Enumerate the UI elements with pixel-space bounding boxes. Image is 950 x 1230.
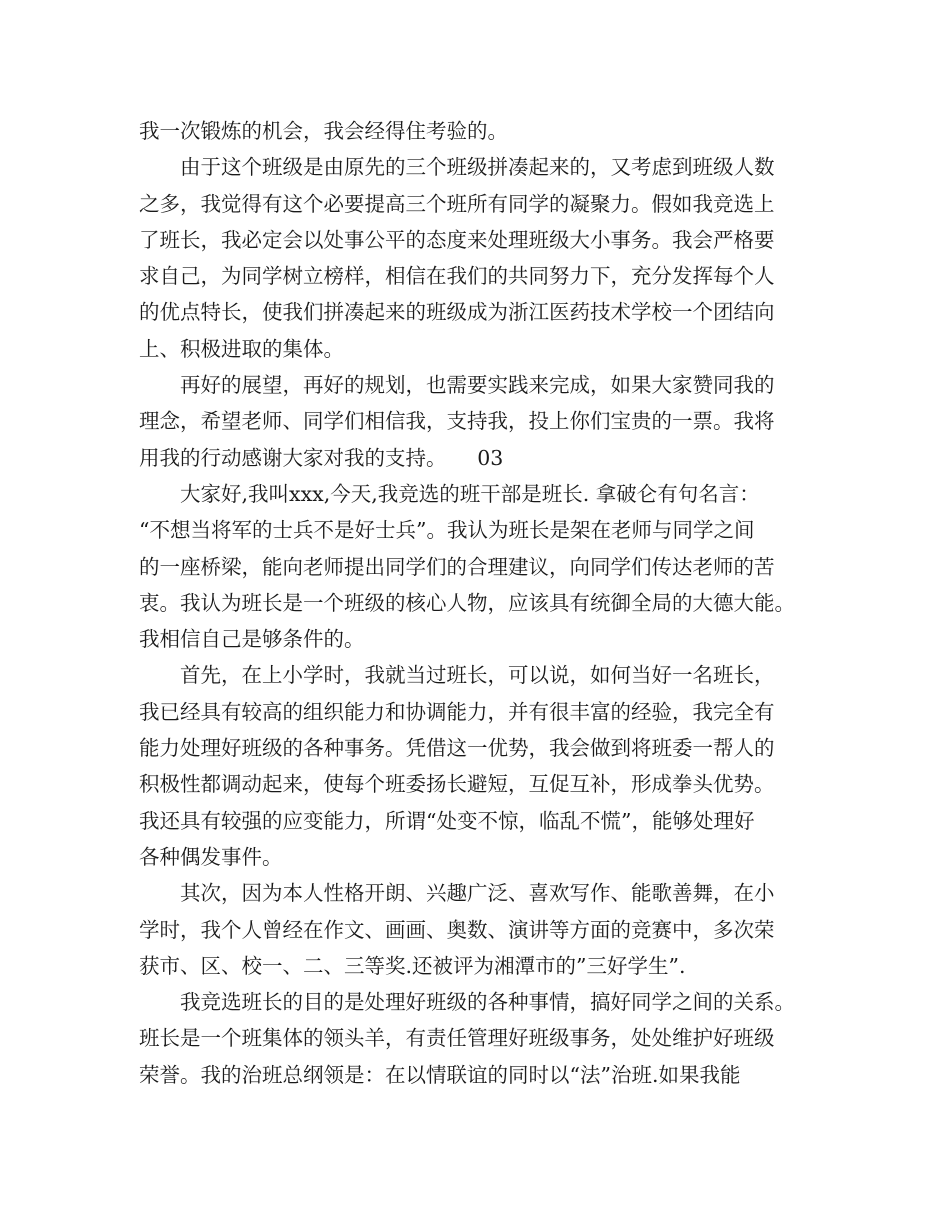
text-line: 我已经具有较高的组织能力和协调能力，并有很丰富的经验，我完全有 xyxy=(139,699,775,724)
text-line: 各种偶发事件。 xyxy=(139,844,283,869)
text-line: 的优点特长，使我们拼凑起来的班级成为浙江医药技术学校一个团结向 xyxy=(139,300,775,325)
text-line: 班长是一个班集体的领头羊，有责任管理好班级事务，处处维护好班级 xyxy=(139,1026,775,1051)
text-line: 首先，在上小学时，我就当过班长，可以说，如何当好一名班长， xyxy=(139,663,775,688)
text-line: 用我的行动感谢大家对我的支持。 03 xyxy=(139,445,504,470)
text-line: 了班长，我必定会以处事公平的态度来处理班级大小事务。我会严格要 xyxy=(139,227,775,252)
text-line: 的一座桥梁，能向老师提出同学们的合理建议，向同学们传达老师的苦 xyxy=(139,554,775,579)
text-line: 积极性都调动起来，使每个班委扬长避短，互促互补，形成拳头优势。 xyxy=(139,772,775,797)
text-line: 学时，我个人曾经在作文、画画、奥数、演讲等方面的竞赛中，多次荣 xyxy=(139,917,775,942)
document-body xyxy=(139,113,829,1093)
text-line: 我还具有较强的应变能力，所谓“处变不惊，临乱不慌”，能够处理好 xyxy=(139,808,755,833)
text-line: 求自己，为同学树立榜样，相信在我们的共同努力下，充分发挥每个人 xyxy=(139,264,775,289)
text-line: 我相信自己是够条件的。 xyxy=(139,627,365,652)
text-line: 其次，因为本人性格开朗、兴趣广泛、喜欢写作、能歌善舞，在小 xyxy=(139,881,775,906)
text-line: 由于这个班级是由原先的三个班级拼凑起来的，又考虑到班级人数 xyxy=(139,155,775,180)
text-line: 荣誉。我的治班总纲领是：在以情联谊的同时以“法”治班.如果我能 xyxy=(139,1062,741,1087)
text-line: 再好的展望，再好的规划，也需要实践来完成，如果大家赞同我的 xyxy=(139,373,775,398)
text-line: 能力处理好班级的各种事务。凭借这一优势，我会做到将班委一帮人的 xyxy=(139,736,775,761)
text-line: 衷。我认为班长是一个班级的核心人物，应该具有统御全局的大德大能。 xyxy=(139,590,795,615)
text-line: 之多，我觉得有这个必要提高三个班所有同学的凝聚力。假如我竞选上 xyxy=(139,191,775,216)
text-line: 获市、区、校一、二、三等奖.还被评为湘潭市的”三好学生”. xyxy=(139,953,686,978)
text-line: “不想当将军的士兵不是好士兵”。我认为班长是架在老师与同学之间 xyxy=(139,518,755,543)
text-line: 理念，希望老师、同学们相信我，支持我，投上你们宝贵的一票。我将 xyxy=(139,409,775,434)
text-line: 上、积极进取的集体。 xyxy=(139,336,344,361)
text-line: 我竞选班长的目的是处理好班级的各种事情，搞好同学之间的关系。 xyxy=(139,990,795,1015)
text-line: 我一次锻炼的机会，我会经得住考验的。 xyxy=(139,119,508,143)
text-line: 大家好,我叫xxx,今天,我竞选的班干部是班长. 拿破仑有句名言： xyxy=(139,481,760,506)
